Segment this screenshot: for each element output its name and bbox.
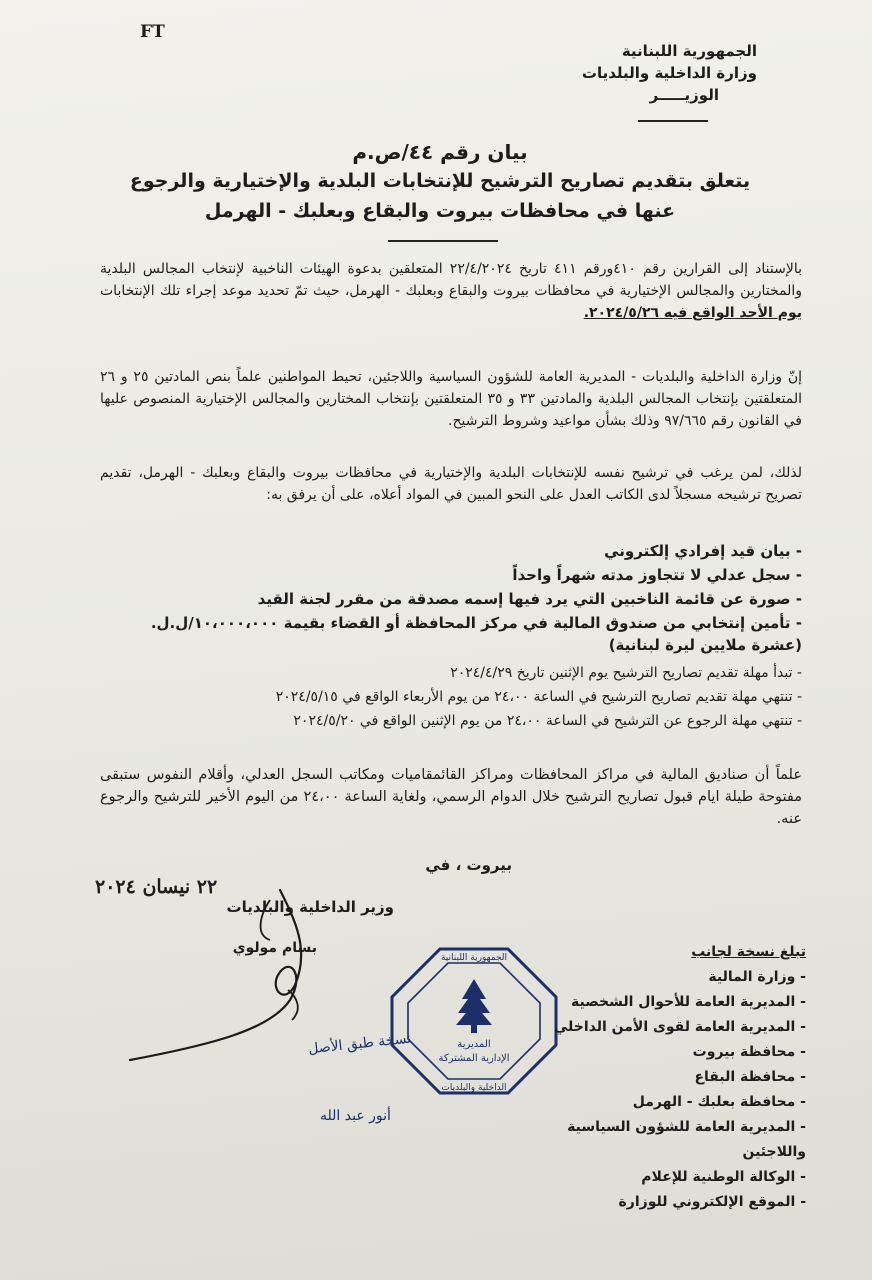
minister-name: بسام مولوي (232, 940, 317, 956)
ministry-name: وزارة الداخلية والبلديات (581, 64, 757, 82)
seal-center-text: المديرية (457, 1039, 491, 1050)
letterhead (437, 40, 757, 106)
certified-copy-note: نسخة طبق الأصل (307, 1030, 412, 1058)
list-item: - تأمين إنتخابي من صندوق المالية في مركز المحافظة أو القضاء بقيمة ١٠،٠٠٠،٠٠٠/ل.ل. (عشرة ملايين ليرة لبنانية) (150, 614, 802, 654)
paragraph-notice: إنّ وزارة الداخلية والبلديات - المديرية العامة للشؤون السياسية واللاجئين، تحيط المواطنين علماً بنص المادتين ٢٥ و ٢٦ المتعلقتين بإنتخاب المجالس البلدية والمادتين ٣٣ و ٣٥ المتعلقتين بإنتخاب المختارين والمجالس الإختيارية المنصوص عليها في القانون رقم ٩٧/٦٦٥ وذلك بشأن مواعيد وشروط الترشيح. (100, 369, 802, 429)
signer-note: أنور عبد الله (320, 1108, 391, 1124)
paragraph-reference-text: بالإستناد إلى القرارين رقم ٤١٠ورقم ٤١١ تاريخ ٢٢/٤/٢٠٢٤ المتعلقين بدعوة الهيئات الناخبية لإنتخاب المجالس البلدية والمختارين والمجالس الإختيارية في محافظات بيروت والبقاع وبعلبك - الهرمل، حيث تمّ تحديد موعد إجراء تلك الإنتخابات (100, 261, 803, 299)
place-line: بيروت ، في (425, 856, 512, 874)
list-item: - محافظة بيروت (692, 1044, 806, 1060)
subject-divider (388, 240, 498, 242)
list-item: - تبدأ مهلة تقديم تصاريح الترشيح يوم الإثنين تاريخ ٢٠٢٤/٤/٢٩ (450, 665, 802, 681)
list-item: - المديرية العامة للأحوال الشخصية (570, 994, 806, 1010)
list-item: - الوكالة الوطنية للإعلام (641, 1169, 806, 1185)
statement-number: بيان رقم ٤٤/ص.م (352, 140, 528, 164)
paragraph-reference (100, 258, 802, 324)
seal-center-text-2: الإدارية المشتركة (438, 1053, 510, 1064)
header-divider (638, 120, 708, 122)
paragraph-closing: علماً أن صناديق المالية في مراكز المحافظات ومراكز القائمقاميات ومكاتب السجل العدلي، وأقلام النفوس ستبقى مفتوحة طيلة ايام قبول تصاريح الترشيح خلال الدوام الرسمي، ولغاية الساعة ٢٤،٠٠ من اليوم الأخير للترشيح والرجوع عنه. (100, 767, 802, 827)
seal-bottom-text: الداخلية والبلديات (441, 1083, 507, 1093)
list-item: - محافظة البقاع (694, 1069, 806, 1085)
list-item: - محافظة بعلبك - الهرمل (632, 1094, 806, 1110)
list-item: - الموقع الإلكتروني للوزارة (618, 1194, 806, 1210)
list-item: - سجل عدلي لا تتجاوز مدته شهراً واحداً (512, 566, 802, 584)
deadlines-list (100, 662, 802, 734)
handwritten-date: ٢٢ نيسان ٢٠٢٤ (95, 876, 218, 898)
requirements-list (100, 540, 802, 658)
list-item: - وزارة المالية (708, 969, 806, 985)
election-date-highlight: يوم الأحد الواقع فيه ٢٠٢٤/٥/٢٦. (583, 305, 802, 321)
list-item: - المديرية العامة للشؤون السياسية واللاجئين (567, 1119, 806, 1160)
copies-list (506, 965, 806, 1215)
list-item: - المديرية العامة لقوى الأمن الداخلي (553, 1019, 806, 1035)
republic-name: الجمهورية اللبنانية (621, 42, 757, 60)
minister-title: وزير الداخلية والبلديات (226, 898, 394, 916)
list-item: - تنتهي مهلة الرجوع عن الترشيح في الساعة ٢٤،٠٠ من يوم الإثنين الواقع في ٢٠٢٤/٥/٢٠ (293, 713, 802, 729)
list-item: - تنتهي مهلة تقديم تصاريح الترشيح في الساعة ٢٤،٠٠ من يوم الأربعاء الواقع في ٢٠٢٤/٥/١٥ (275, 689, 802, 705)
copies-title: تبلغ نسخة لجانب (691, 944, 806, 960)
list-item: - صورة عن قائمة الناخبين التي يرد فيها إسمه مصدقة من مقرر لجنة القيد (257, 590, 802, 608)
statement-subject: يتعلق بتقديم تصاريح الترشيح للإنتخابات البلدية والإختيارية والرجوع عنها في محافظات بيروت والبقاع وبعلبك - الهرمل (129, 170, 751, 222)
copies-to (506, 940, 806, 1215)
cedar-icon (456, 979, 492, 1025)
seal-top-text: الجمهورية اللبنانية (440, 953, 508, 963)
minister-heading: الوزيـــــر (649, 86, 719, 104)
list-item: - بيان قيد إفرادي إلكتروني (604, 542, 802, 560)
ft-mark: FT (140, 22, 165, 42)
paragraph-instructions: لذلك، لمن يرغب في ترشيح نفسه للإنتخابات البلدية والإختيارية في محافظات بيروت والبقاع وبعلبك - الهرمل، تقديم تصريح ترشيحه مسجلاً لدى الكاتب العدل على النحو المبين في المواد أعلاه، على أن يرفق به: (100, 465, 802, 503)
